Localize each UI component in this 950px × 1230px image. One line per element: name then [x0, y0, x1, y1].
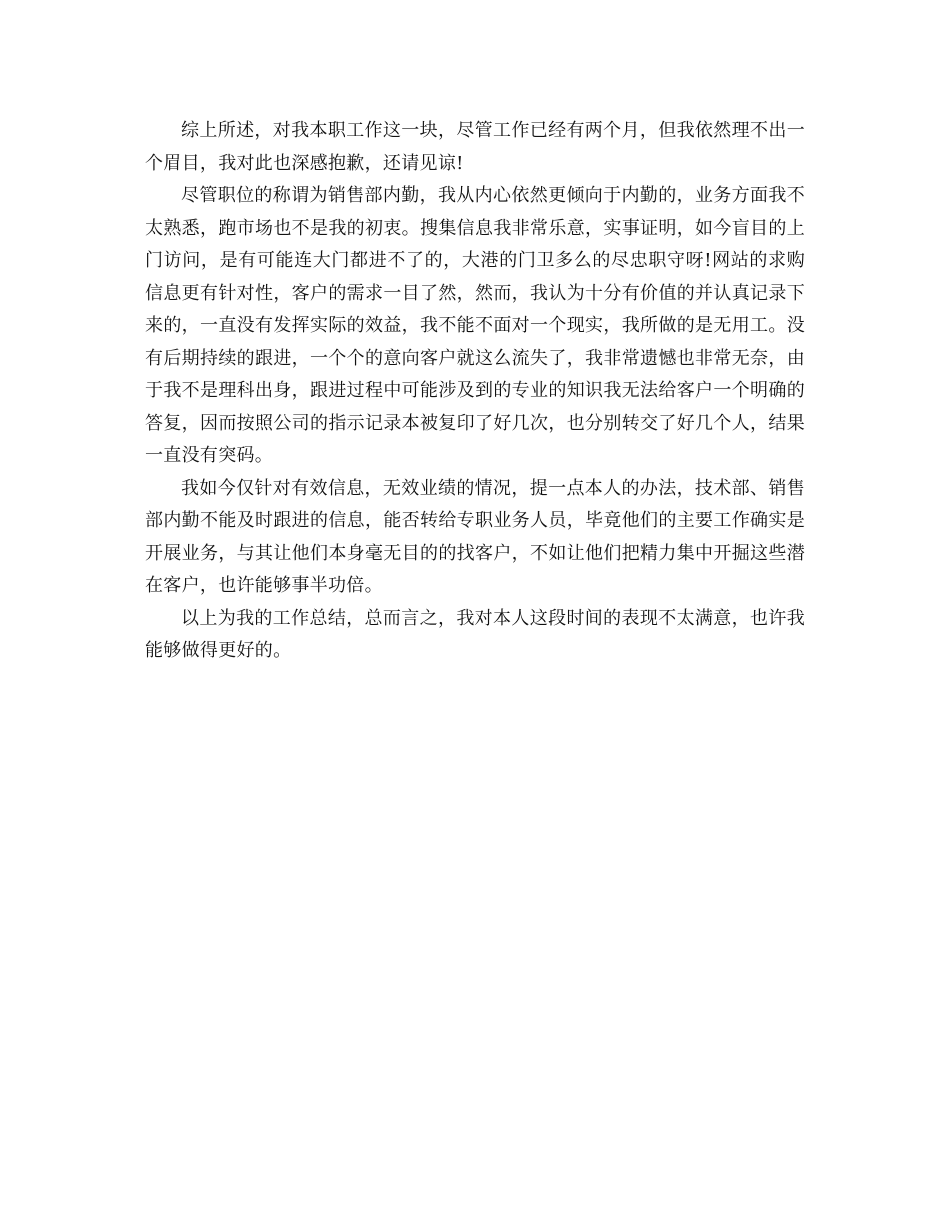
- document-body: [145, 115, 805, 668]
- paragraph-1: 综上所述，对我本职工作这一块，尽管工作已经有两个月，但我依然理不出一个眉目，我对此也深感抱歉，还请见谅!: [145, 120, 805, 174]
- paragraph-3: 我如今仅针对有效信息，无效业绩的情况，提一点本人的办法，技术部、销售部内勤不能及时跟进的信息，能否转给专职业务人员，毕竟他们的主要工作确实是开展业务，与其让他们本身毫无目的的找客户，不如让他们把精力集中开掘这些潜在客户，也许能够事半功倍。: [145, 477, 805, 596]
- paragraph-4: 以上为我的工作总结，总而言之，我对本人这段时间的表现不太满意，也许我能够做得更好的。: [145, 607, 805, 661]
- paragraph-2: 尽管职位的称谓为销售部内勤，我从内心依然更倾向于内勤的，业务方面我不太熟悉，跑市场也不是我的初衷。搜集信息我非常乐意，实事证明，如今盲目的上门访问，是有可能连大门都进不了的，大港的门卫多么的尽忠职守呀!网站的求购信息更有针对性，客户的需求一目了然，然而，我认为十分有价值的并认真记录下来的，一直没有发挥实际的效益，我不能不面对一个现实，我所做的是无用工。没有后期持续的跟进，一个个的意向客户就这么流失了，我非常遗憾也非常无奈，由于我不是理科出身，跟进过程中可能涉及到的专业的知识我无法给客户一个明确的答复，因而按照公司的指示记录本被复印了好几次，也分别转交了好几个人，结果一直没有突码。: [145, 185, 805, 466]
